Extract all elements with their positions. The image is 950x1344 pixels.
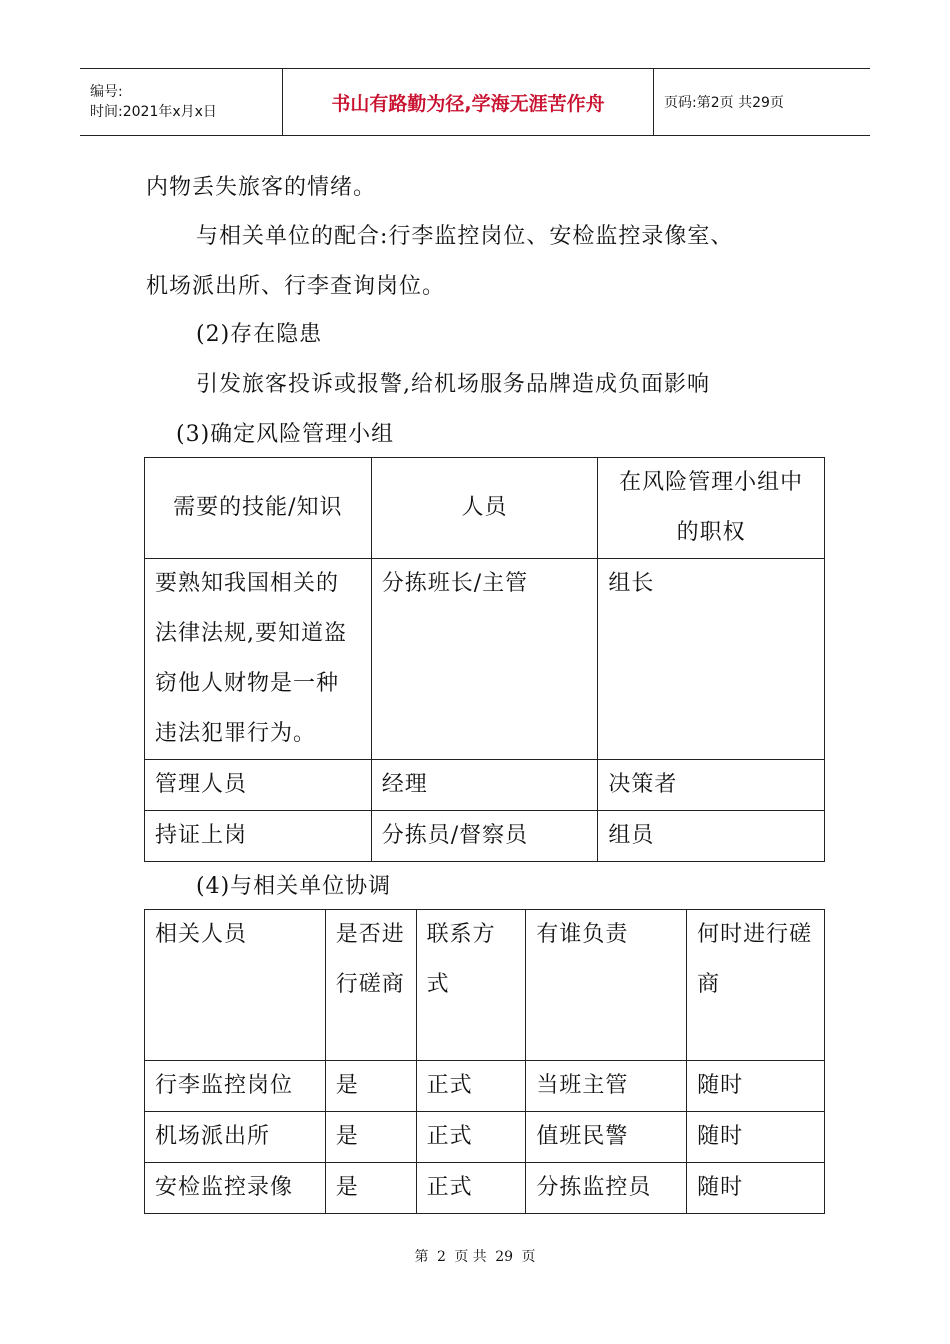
table-cell: 组员 [598,811,825,862]
body-line-3: 机场派出所、行李查询岗位。 [146,274,446,299]
footer-page-number: 2 [436,1249,446,1265]
header-motto: 书山有路勤为径,学海无涯苦作舟 [331,92,605,115]
header-middle [282,69,654,135]
table-header-cell: 联系方式 [416,910,526,1061]
table-row [145,559,825,760]
number-label: 编号: [90,84,123,100]
table-header-cell: 何时进行磋商 [687,910,825,1061]
footer-suffix: 页 [521,1249,536,1265]
table-cell: 当班主管 [526,1061,687,1112]
table-header-cell: 在风险管理小组中的职权 [598,458,825,559]
footer-prefix: 第 [414,1249,429,1265]
date-label: 时间:2021年x月x日 [90,104,217,120]
coordination-table [144,909,825,1214]
section-2-text: 引发旅客投诉或报警,给机场服务品牌造成负面影响 [196,372,710,397]
section-2-title: (2)存在隐患 [196,322,323,347]
table-cell: 决策者 [598,760,825,811]
header-left [80,69,282,135]
header-right [654,69,870,135]
body-line-1: 内物丢失旅客的情绪。 [146,175,377,200]
table-cell: 经理 [371,760,598,811]
table-row [145,1163,825,1214]
table-cell: 安检监控录像 [145,1163,326,1214]
section-4-title: (4)与相关单位协调 [196,874,392,899]
table-cell: 持证上岗 [145,811,372,862]
section-3-title: (3)确定风险管理小组 [176,422,395,447]
table-cell: 随时 [687,1112,825,1163]
table-cell: 分拣员/督察员 [371,811,598,862]
table-cell: 随时 [687,1061,825,1112]
footer-middle: 页 共 [454,1249,487,1265]
table-cell: 值班民警 [526,1112,687,1163]
risk-team-table [144,457,825,862]
body-line-2: 与相关单位的配合:行李监控岗位、安检监控录像室、 [196,224,734,249]
table-row [145,811,825,862]
table-cell: 是 [325,1061,416,1112]
page-footer [0,1246,950,1266]
table-header-row [145,910,825,1061]
table-cell: 正式 [416,1163,526,1214]
table-cell: 机场派出所 [145,1112,326,1163]
table-header-cell: 需要的技能/知识 [145,458,372,559]
table-row [145,1061,825,1112]
table-header-row [145,458,825,559]
table-cell: 分拣监控员 [526,1163,687,1214]
table-cell: 正式 [416,1112,526,1163]
footer-total-pages: 29 [495,1249,514,1265]
table-cell: 是 [325,1112,416,1163]
table-header-cell: 相关人员 [145,910,326,1061]
table-cell: 管理人员 [145,760,372,811]
table-header-cell: 人员 [371,458,598,559]
table-cell: 要熟知我国相关的法律法规,要知道盗窃他人财物是一种违法犯罪行为。 [145,559,372,760]
table-cell: 随时 [687,1163,825,1214]
table-cell: 正式 [416,1061,526,1112]
table-cell: 分拣班长/主管 [371,559,598,760]
table-row [145,760,825,811]
table-cell: 组长 [598,559,825,760]
table-cell: 行李监控岗位 [145,1061,326,1112]
page-header [80,68,870,136]
table-cell: 是 [325,1163,416,1214]
table-header-cell: 有谁负责 [526,910,687,1061]
table-header-cell: 是否进行磋商 [325,910,416,1061]
table-row [145,1112,825,1163]
page-info: 页码:第2页 共29页 [664,95,784,111]
